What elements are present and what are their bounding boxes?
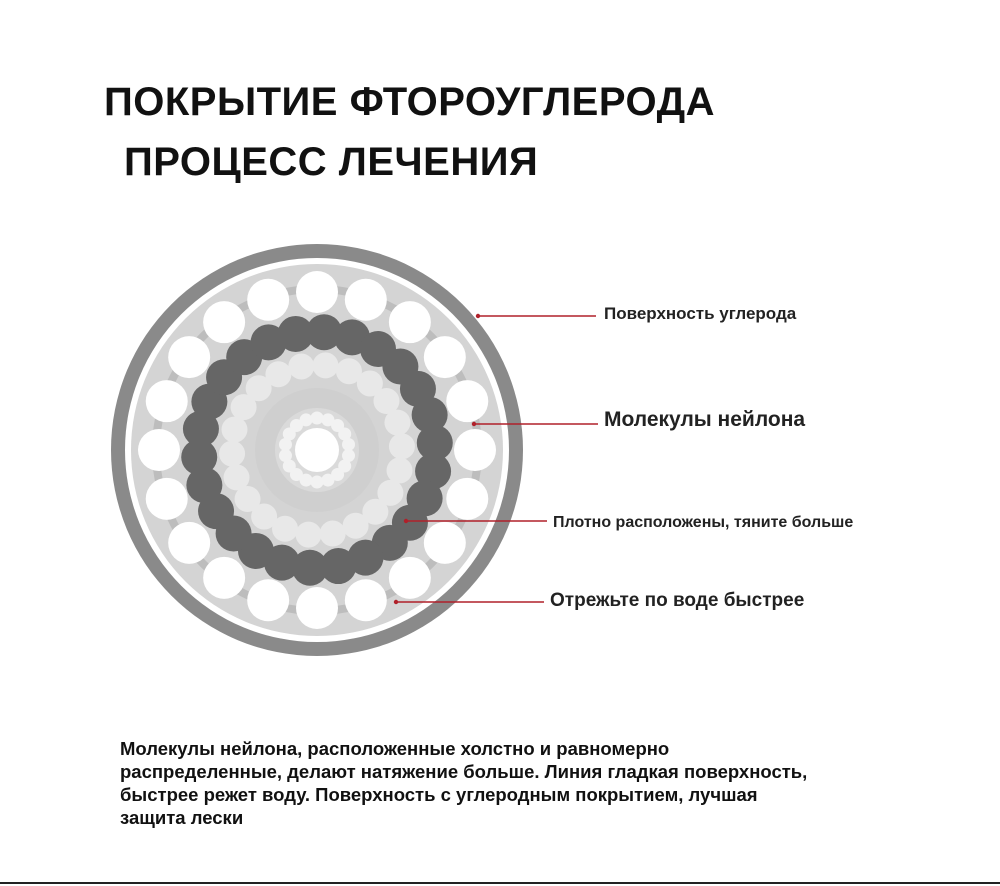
outer-white-bead: [168, 522, 210, 564]
title-line-2: ПРОЦЕСС ЛЕЧЕНИЯ: [124, 140, 539, 184]
inner-light-bead: [387, 457, 413, 483]
outer-white-bead: [146, 478, 188, 520]
outer-white-bead: [345, 279, 387, 321]
core-bead: [300, 413, 313, 426]
callout-nylon-molecules: Молекулы нейлона: [604, 408, 806, 431]
fiber-cross-section: [111, 244, 523, 656]
core-bead: [279, 449, 292, 462]
leader-cuts-water-dot: [394, 600, 398, 604]
outer-white-bead: [296, 271, 338, 313]
inner-light-bead: [312, 352, 338, 378]
outer-white-bead: [389, 301, 431, 343]
description-text: Молекулы нейлона, расположенные холстно и равномерно распределенные, делают натяжение больше. Линия гладкая поверхность, быстрее режет воду. Поверхность с углеродным покрытием, лучшая защита лески: [120, 738, 808, 828]
outer-white-bead: [446, 380, 488, 422]
inner-light-bead: [296, 522, 322, 548]
bottom-divider: [0, 882, 1000, 884]
outer-white-bead: [168, 336, 210, 378]
core-bead: [342, 438, 355, 451]
leader-densely-packed-dot: [404, 519, 408, 523]
inner-light-bead: [389, 433, 415, 459]
inner-light-bead: [265, 361, 291, 387]
outer-white-bead: [296, 587, 338, 629]
inner-light-bead: [221, 417, 247, 443]
outer-white-bead: [247, 279, 289, 321]
core-bead: [311, 476, 324, 489]
outer-white-bead: [454, 429, 496, 471]
outer-white-bead: [424, 336, 466, 378]
title-line-1: ПОКРЫТИЕ ФТОРОУГЛЕРОДА: [104, 80, 715, 124]
callout-cuts-water: Отрежьте по воде быстрее: [550, 590, 805, 611]
inner-light-bead: [288, 353, 314, 379]
callout-densely-packed: Плотно расположены, тяните больше: [553, 514, 854, 531]
nylon-molecule-bead: [278, 316, 314, 352]
outer-white-bead: [389, 557, 431, 599]
core-center: [295, 428, 339, 472]
outer-white-bead: [146, 380, 188, 422]
outer-white-bead: [424, 522, 466, 564]
leader-carbon-surface-dot: [476, 314, 480, 318]
outer-white-bead: [203, 557, 245, 599]
outer-white-bead: [138, 429, 180, 471]
inner-light-bead: [219, 441, 245, 467]
inner-light-bead: [224, 464, 250, 490]
outer-white-bead: [446, 478, 488, 520]
outer-white-bead: [345, 579, 387, 621]
callout-carbon-surface: Поверхность углерода: [604, 304, 797, 323]
inner-light-bead: [343, 513, 369, 539]
core-bead: [311, 412, 324, 425]
core-bead: [321, 474, 334, 487]
outer-white-bead: [247, 579, 289, 621]
inner-light-bead: [320, 521, 346, 547]
inner-light-bead: [384, 410, 410, 436]
outer-white-bead: [203, 301, 245, 343]
leader-nylon-molecules-dot: [472, 422, 476, 426]
